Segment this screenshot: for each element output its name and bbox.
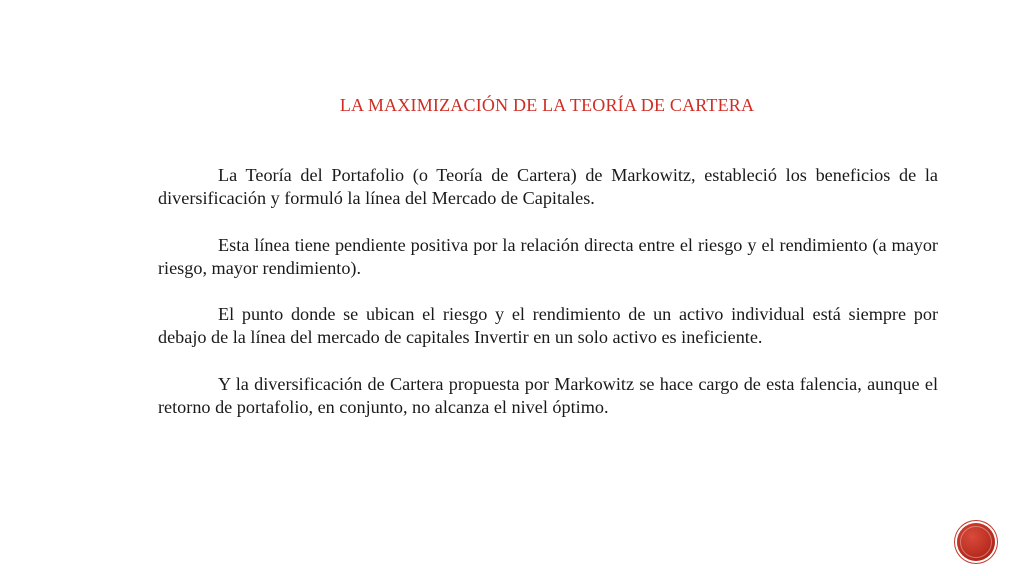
paragraph-4: Y la diversificación de Cartera propuesta por Markowitz se hace cargo de esta falencia, aunque el retorno de portafolio, en conjunto, no alcanza el nivel óptimo. bbox=[158, 373, 938, 417]
paragraph-1: La Teoría del Portafolio (o Teoría de Cartera) de Markowitz, estableció los beneficios de la diversificación y formuló la línea del Mercado de Capitales. bbox=[158, 165, 938, 209]
slide-title: LA MAXIMIZACIÓN DE LA TEORÍA DE CARTERA bbox=[339, 95, 755, 115]
slide-number-badge bbox=[957, 523, 995, 561]
paragraph-3: El punto donde se ubican el riesgo y el rendimiento de un activo individual está siempre por debajo de la línea del mercado de capitales Invertir en un solo activo es ineficiente. bbox=[158, 304, 938, 348]
paragraph-2: Esta línea tiene pendiente positiva por la relación directa entre el riesgo y el rendimiento (a mayor riesgo, mayor rendimiento). bbox=[158, 234, 938, 278]
slide-body bbox=[158, 164, 938, 419]
